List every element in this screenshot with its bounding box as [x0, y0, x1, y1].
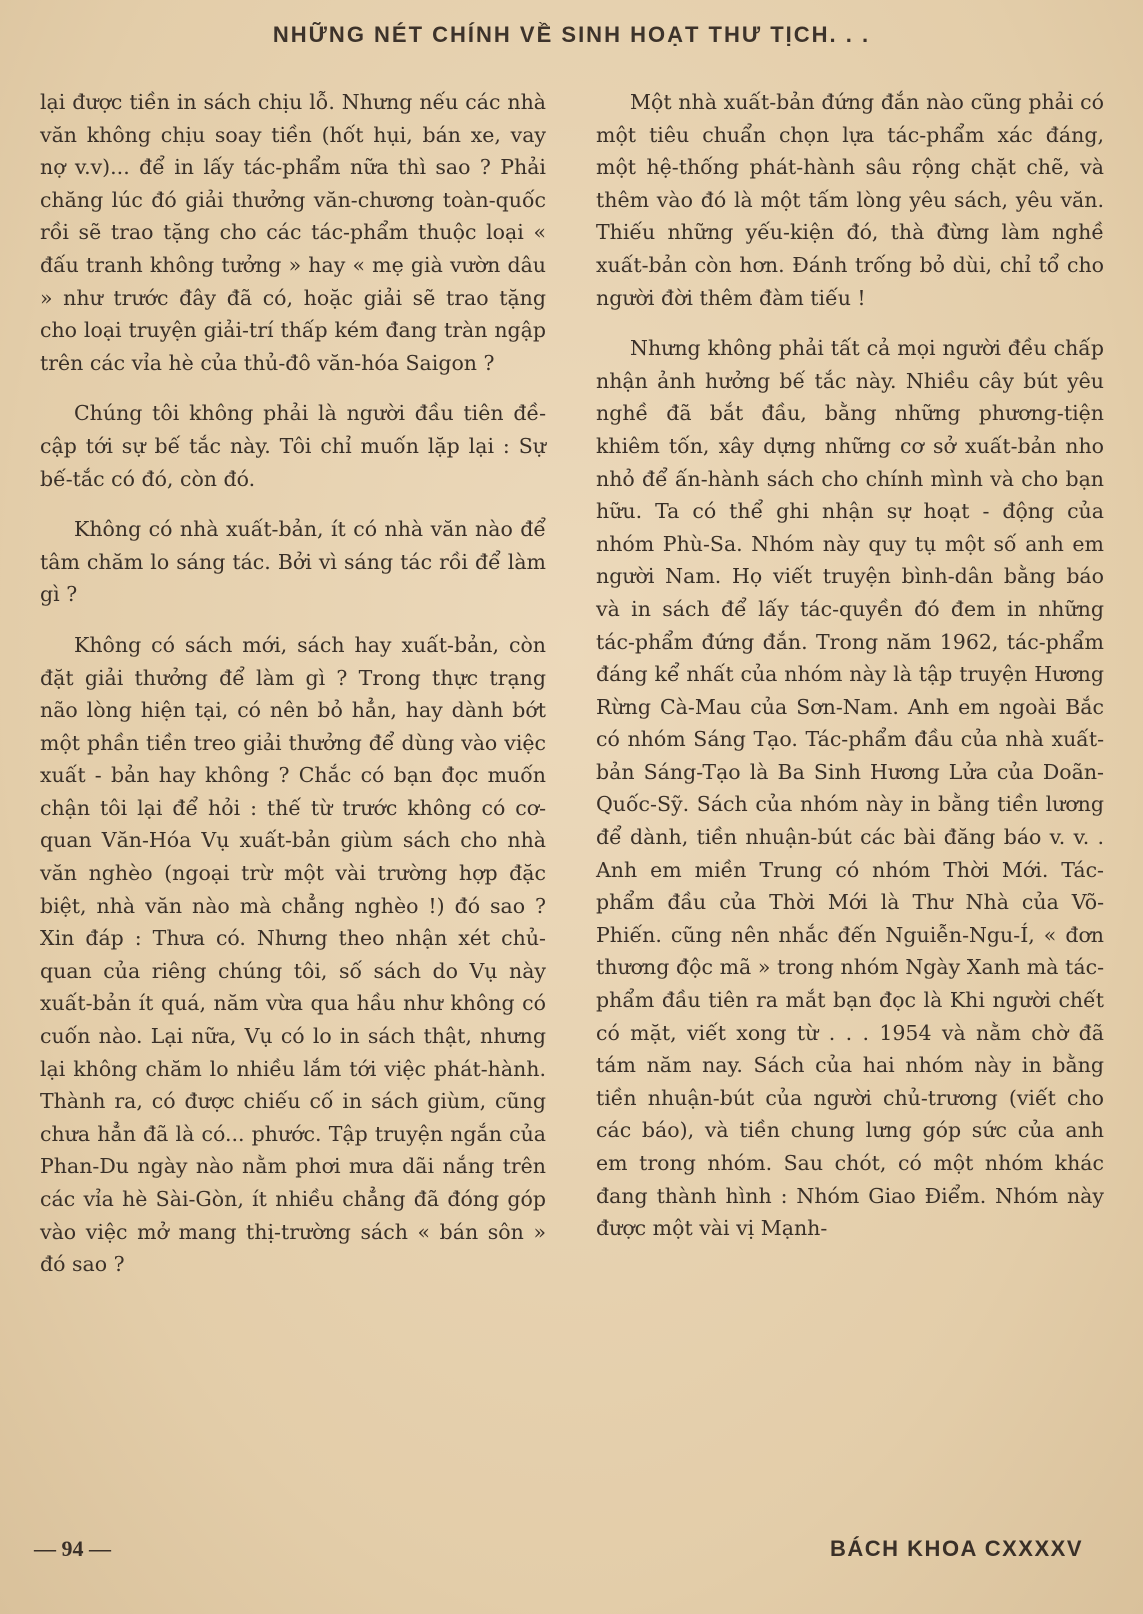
- paragraph: Một nhà xuất-bản đứng đắn nào cũng phải có một tiêu chuẩn chọn lựa tác-phẩm xác đáng, một hệ-thống phát-hành sâu rộng chặt chẽ, và thêm vào đó là một tấm lòng yêu sách, yêu văn. Thiếu những yếu-kiện đó, thà đừng làm nghề xuất-bản còn hơn. Đánh trống bỏ dùi, chỉ tổ cho người đời thêm đàm tiếu !: [596, 90, 1104, 310]
- page-number: — 94 —: [34, 1536, 111, 1561]
- paragraph: Không có nhà xuất-bản, ít có nhà văn nào để tâm chăm lo sáng tác. Bởi vì sáng tác rồi để làm gì ?: [40, 517, 546, 607]
- paragraph: Nhưng không phải tất cả mọi người đều chấp nhận ảnh hưởng bế tắc này. Nhiều cây bút yêu nghề đã bắt đầu, bằng những phương-tiện khiêm tốn, xây dựng những cơ sở xuất-bản nho nhỏ để ấn-hành sách cho chính mình và cho bạn hữu. Ta có thể ghi nhận sự hoạt - động của nhóm Phù-Sa. Nhóm này quy tụ một số anh em người Nam. Họ viết truyện bình-dân bằng báo và in sách để lấy tác-quyền đó đem in những tác-phẩm đứng đắn. Trong năm 1962, tác-phẩm đáng kể nhất của nhóm này là tập truyện Hương Rừng Cà-Mau của Sơn-Nam. Anh em ngoài Bắc có nhóm Sáng Tạo. Tác-phẩm đầu của nhà xuất-bản Sáng-Tạo là Ba Sinh Hương Lửa của Doãn-Quốc-Sỹ. Sách của nhóm này in bằng tiền lương để dành, tiền nhuận-bút các bài đăng báo v. v. . Anh em miền Trung có nhóm Thời Mới. Tác-phẩm đầu của Thời Mới là Thư Nhà của Võ-Phiến. cũng nên nhắc đến Nguiễn-Ngu-Í, « đơn thương độc mã » trong nhóm Ngày Xanh mà tác-phẩm đầu tiên ra mắt bạn đọc là Khi người chết có mặt, viết xong từ . . . 1954 và nằm chờ đã tám năm nay. Sách của hai nhóm này in bằng tiền nhuận-bút của người chủ-trương (viết cho các báo), và tiền chung lưng góp sức của anh em trong nhóm. Sau chót, có một nhóm khác đang thành hình : Nhóm Giao Điểm. Nhóm này được một vài vị Mạnh-: [596, 336, 1104, 1241]
- paragraph: lại được tiền in sách chịu lỗ. Nhưng nếu các nhà văn không chịu soay tiền (hốt hụi, bán xe, vay nợ v.v)... để in lấy tác-phẩm nữa thì sao ? Phải chăng lúc đó giải thưởng văn-chương toàn-quốc rồi sẽ trao tặng cho các tác-phẩm thuộc loại « đấu tranh không tưởng » hay « mẹ già vườn dâu » như trước đây đã có, hoặc giải sẽ trao tặng cho loại truyện giải-trí thấp kém đang tràn ngập trên các vỉa hè của thủ-đô văn-hóa Saigon ?: [40, 90, 546, 375]
- paragraph: Chúng tôi không phải là người đầu tiên đề-cập tới sự bế tắc này. Tôi chỉ muốn lặp lại : Sự bế-tắc có đó, còn đó.: [40, 401, 546, 491]
- running-title: NHỮNG NÉT CHÍNH VỀ SINH HOẠT THƯ TỊCH. . .: [272, 22, 871, 47]
- left-column: [40, 86, 546, 1281]
- magazine-issue: BÁCH KHOA CXXXXV: [830, 1536, 1083, 1561]
- paragraph: Không có sách mới, sách hay xuất-bản, còn đặt giải thưởng để làm gì ? Trong thực trạng não lòng hiện tại, có nên bỏ hẳn, hay dành bớt một phần tiền treo giải thưởng để dùng vào việc xuất - bản hay không ? Chắc có bạn đọc muốn chận tôi lại để hỏi : thế từ trước không có cơ-quan Văn-Hóa Vụ xuất-bản giùm sách cho nhà văn nghèo (ngoại trừ một vài trường hợp đặc biệt, nhà văn nào mà chẳng nghèo !) đó sao ? Xin đáp : Thưa có. Nhưng theo nhận xét chủ-quan của riêng chúng tôi, số sách do Vụ này xuất-bản ít quá, năm vừa qua hầu như không có cuốn nào. Lại nữa, Vụ có lo in sách thật, nhưng lại không chăm lo nhiều lắm tới việc phát-hành. Thành ra, có được chiếu cố in sách giùm, cũng chưa hẳn đã là có... phước. Tập truyện ngắn của Phan-Du ngày nào nằm phơi mưa dãi nắng trên các vỉa hè Sài-Gòn, ít nhiều chẳng đã đóng góp vào việc mở mang thị-trường sách « bán sôn » đó sao ?: [40, 632, 546, 1277]
- right-column: [596, 86, 1104, 1245]
